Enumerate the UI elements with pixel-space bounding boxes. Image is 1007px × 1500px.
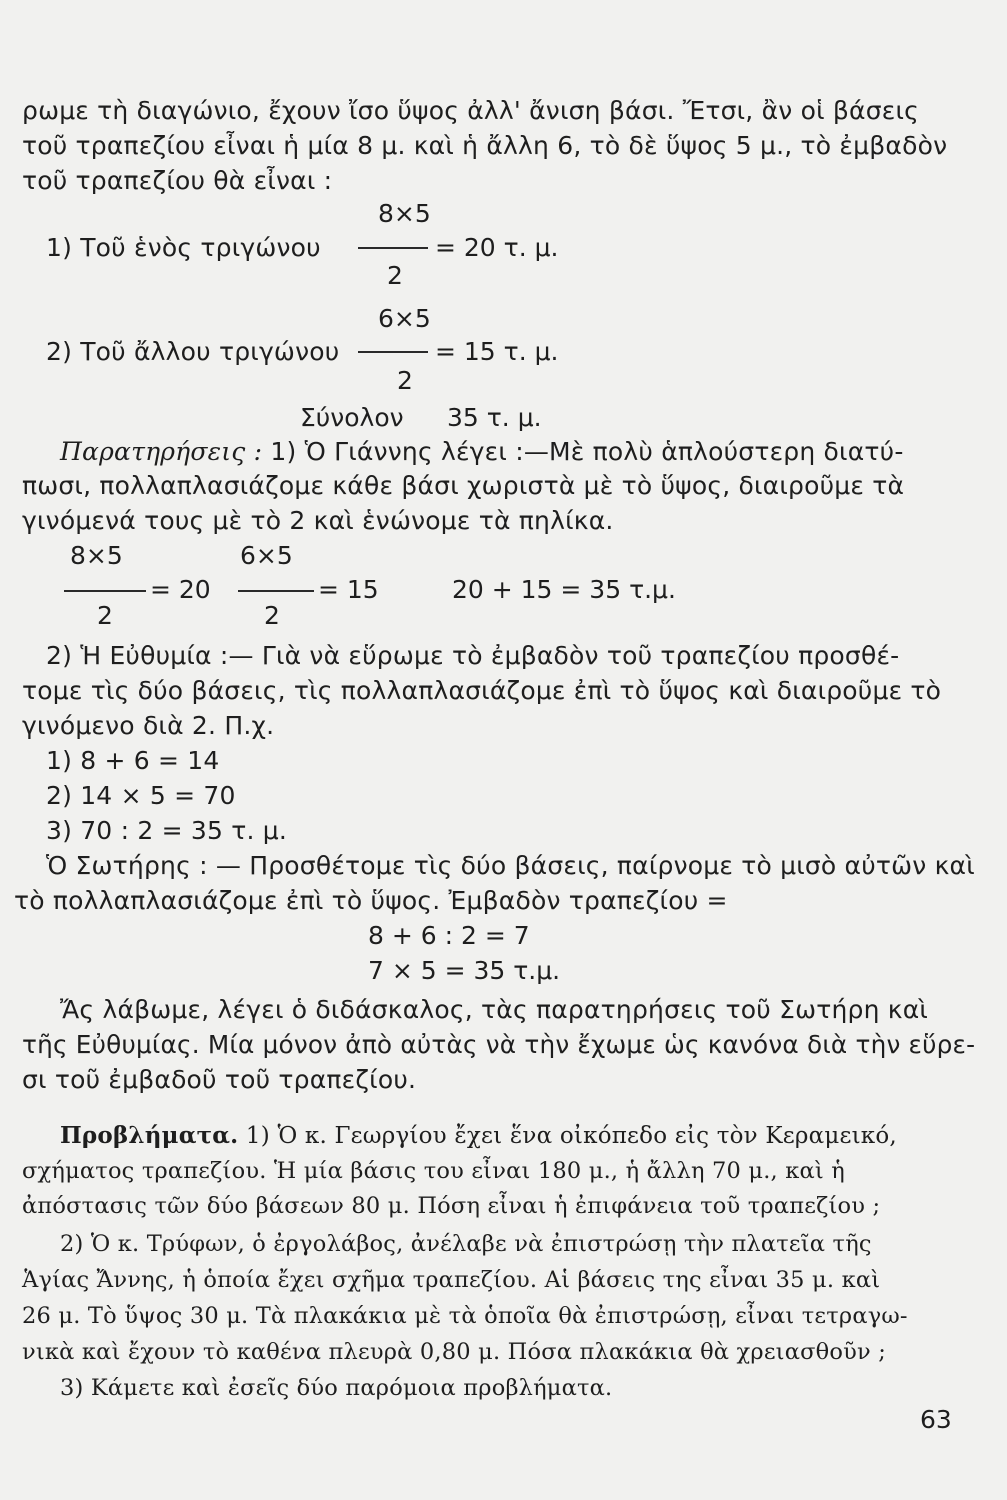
- calc-label: 2) Τοῦ ἄλλου τριγώνου: [46, 337, 340, 366]
- text-line: τῆς Εὐθυμίας. Μία μόνον ἀπὸ αὐτὰς νὰ τὴν ἔχωμε ὡς κανόνα διὰ τὴν εὕρε-: [22, 1030, 976, 1059]
- fraction-numerator: 8×5: [378, 199, 431, 228]
- text-line: πωσι, πολλαπλασιάζομε κάθε βάσι χωριστὰ μὲ τὸ ὕψος, διαιροῦμε τὰ: [22, 471, 905, 500]
- page-number: 63: [920, 1405, 952, 1434]
- text-line: τομε τὶς δύο βάσεις, τὶς πολλαπλασιάζομε ἐπὶ τὸ ὕψος καὶ διαιροῦμε τὸ: [22, 676, 942, 705]
- fraction-numerator: 6×5: [240, 541, 293, 570]
- text-line: τοῦ τραπεζίου θὰ εἶναι :: [22, 166, 333, 195]
- fraction-bar: [238, 590, 314, 592]
- calc-label: 1) Τοῦ ἑνὸς τριγώνου: [46, 233, 321, 262]
- problems-heading: Προβλήματα.: [60, 1122, 239, 1149]
- text-line: γινόμενο διὰ 2. Π.χ.: [22, 711, 275, 740]
- text-line: τοῦ τραπεζίου εἶναι ἡ μία 8 μ. καὶ ἡ ἄλλη 6, τὸ δὲ ὕψος 5 μ., τὸ ἐμβαδὸν: [22, 131, 948, 160]
- text-line: σχήματος τραπεζίου. Ἡ μία βάσις του εἶναι 180 μ., ἡ ἄλλη 70 μ., καὶ ἡ: [22, 1158, 845, 1184]
- text-line: Ἄς λάβωμε, λέγει ὁ διδάσκαλος, τὰς παρατηρήσεις τοῦ Σωτήρη καὶ: [60, 995, 929, 1024]
- calc-result: = 15: [318, 575, 379, 604]
- text-line: [60, 1120, 897, 1152]
- problem-text: 1) Ὁ κ. Γεωργίου ἔχει ἕνα οἰκόπεδο εἰς τὸν Κεραμεικό,: [245, 1123, 897, 1149]
- equation: 7 × 5 = 35 τ.μ.: [368, 956, 561, 985]
- text-line: σι τοῦ ἐμβαδοῦ τοῦ τραπεζίου.: [22, 1065, 417, 1094]
- fraction-numerator: 8×5: [70, 541, 123, 570]
- text-line: 2) Ἡ Εὐθυμία :— Γιὰ νὰ εὕρωμε τὸ ἐμβαδὸν τοῦ τραπεζίου προσθέ-: [46, 641, 900, 670]
- sum-result: 20 + 15 = 35 τ.μ.: [452, 575, 676, 604]
- text-line: 2) Ὁ κ. Τρύφων, ὁ ἐργολάβος, ἀνέλαβε νὰ ἐπιστρώσῃ τὴν πλατεῖα τῆς: [60, 1231, 872, 1257]
- text-line: 3) Κάμετε καὶ ἐσεῖς δύο παρόμοια προβλήματα.: [60, 1375, 613, 1401]
- text-line: 26 μ. Τὸ ὕψος 30 μ. Τὰ πλακάκια μὲ τὰ ὁποῖα θὰ ἐπιστρώσῃ, εἶναι τετραγω-: [22, 1303, 908, 1329]
- calc-result: = 15 τ. μ.: [435, 337, 559, 366]
- text-line: τὸ πολλαπλασιάζομε ἐπὶ τὸ ὕψος. Ἐμβαδὸν τραπεζίου =: [14, 886, 728, 915]
- fraction-denominator: 2: [387, 261, 403, 290]
- text-line: Ὁ Σωτήρης : — Προσθέτομε τὶς δύο βάσεις, παίρνομε τὸ μισὸ αὐτῶν καὶ: [46, 851, 975, 880]
- total-label: Σύνολον: [300, 403, 404, 432]
- step: 2) 14 × 5 = 70: [46, 781, 236, 810]
- text-line: ρωμε τὴ διαγώνιο, ἔχουν ἴσο ὕψος ἀλλ' ἄνιση βάσι. Ἔτσι, ἂν οἱ βάσεις: [22, 96, 920, 125]
- text-line: ἀπόστασις τῶν δύο βάσεων 80 μ. Πόση εἶναι ἡ ἐπιφάνεια τοῦ τραπεζίου ;: [22, 1193, 881, 1219]
- fraction-bar: [64, 590, 146, 592]
- text-line: Ἁγίας Ἄννης, ἡ ὁποία ἔχει σχῆμα τραπεζίου. Αἱ βάσεις της εἶναι 35 μ. καὶ: [22, 1267, 881, 1293]
- fraction-denominator: 2: [264, 601, 280, 630]
- step: 1) 8 + 6 = 14: [46, 746, 220, 775]
- fraction-numerator: 6×5: [378, 304, 431, 333]
- step: 3) 70 : 2 = 35 τ. μ.: [46, 816, 288, 845]
- total-value: 35 τ. μ.: [447, 403, 542, 432]
- fraction-bar: [358, 351, 428, 353]
- fraction-denominator: 2: [97, 601, 113, 630]
- fraction-denominator: 2: [397, 366, 413, 395]
- calc-result: = 20: [150, 575, 211, 604]
- fraction-bar: [358, 247, 428, 249]
- observations-heading: Παρατηρήσεις :: [60, 437, 263, 466]
- text-line: γινόμενά τους μὲ τὸ 2 καὶ ἑνώνομε τὰ πηλίκα.: [22, 506, 614, 535]
- text-line: [60, 436, 904, 468]
- text-line: νικὰ καὶ ἔχουν τὸ καθένα πλευρὰ 0,80 μ. Πόσα πλακάκια θὰ χρειασθοῦν ;: [22, 1339, 887, 1365]
- calc-result: = 20 τ. μ.: [435, 233, 559, 262]
- observations-line1: 1) Ὁ Γιάννης λέγει :—Μὲ πολὺ ἁπλούστερη διατύ-: [270, 437, 904, 466]
- equation: 8 + 6 : 2 = 7: [368, 921, 530, 950]
